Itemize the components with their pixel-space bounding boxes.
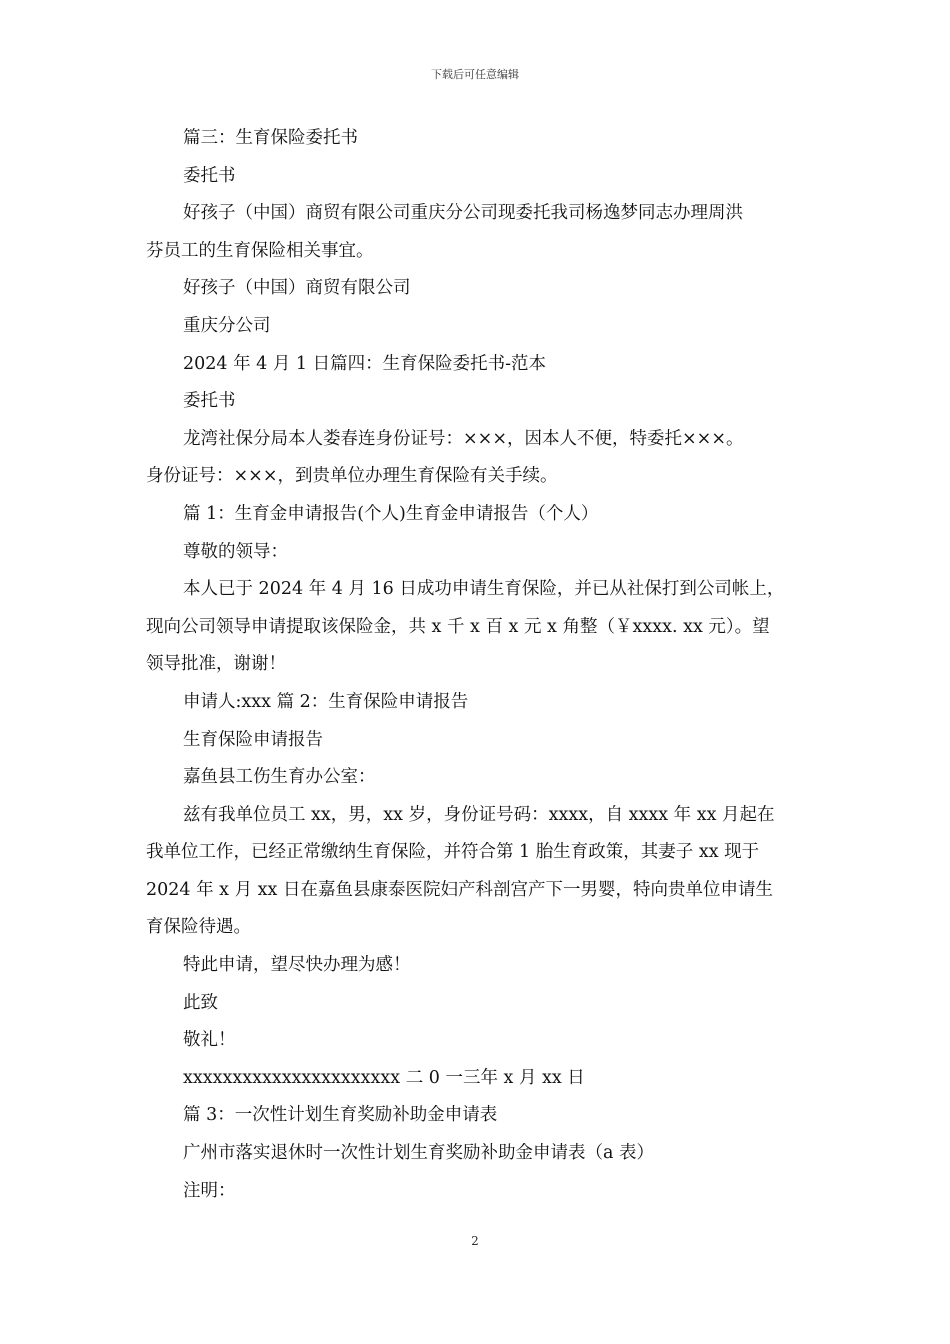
page-number: 2 (471, 1234, 479, 1248)
doc-title: 生育保险申请报告 (183, 729, 323, 750)
company-name: 好孩子（中国）商贸有限公司 (183, 278, 411, 299)
document-body (146, 120, 814, 1210)
branch-name: 重庆分公司 (183, 315, 271, 336)
section-heading: 篇三：生育保险委托书 (183, 128, 358, 148)
paragraph-line: 好孩子（中国）商贸有限公司重庆分公司现委托我司杨逸梦同志办理周洪 (183, 203, 743, 224)
paragraph-line: 兹有我单位员工 xx，男，xx 岁，身份证号码：xxxx，自 xxxx 年 xx 月起在 (183, 804, 775, 825)
recipient: 嘉鱼县工伤生育办公室： (183, 767, 376, 788)
form-title: 广州市落实退休时一次性计划生育奖励补助金申请表（a 表） (183, 1143, 654, 1164)
section-heading: 篇 3：一次性计划生育奖励补助金申请表 (183, 1105, 498, 1126)
paragraph-line: 领导批准，谢谢！ (146, 654, 286, 675)
section-heading: 篇 1：生育金申请报告(个人)生育金申请报告（个人） (183, 503, 599, 524)
closing-line: 此致 (183, 992, 218, 1013)
paragraph-line: 身份证号：×××，到贵单位办理生育保险有关手续。 (146, 466, 558, 487)
paragraph-line: 本人已于 2024 年 4 月 16 日成功申请生育保险，并已从社保打到公司帐上， (183, 579, 785, 600)
paragraph-line: 现向公司领导申请提取该保险金，共 x 千 x 百 x 元 x 角整（￥xxxx. xx 元）。望 (146, 616, 770, 637)
closing-line: 敬礼！ (183, 1030, 236, 1051)
salutation: 尊敬的领导： (183, 541, 288, 562)
signature-date: xxxxxxxxxxxxxxxxxxxxxx 二 0 一三年 x 月 xx 日 (183, 1067, 585, 1088)
applicant-and-heading: 申请人:xxx 篇 2：生育保险申请报告 (183, 691, 469, 712)
closing-line: 特此申请，望尽快办理为感！ (183, 955, 411, 976)
note-label: 注明： (183, 1180, 236, 1201)
date-and-heading: 2024 年 4 月 1 日篇四：生育保险委托书-范本 (183, 353, 547, 374)
doc-title: 委托书 (183, 165, 236, 186)
paragraph-line: 龙湾社保分局本人娄春连身份证号：×××，因本人不便，特委托×××。 (183, 428, 744, 449)
doc-title: 委托书 (183, 391, 236, 412)
page-header: 下载后可任意编辑 (431, 68, 519, 81)
paragraph-line: 芬员工的生育保险相关事宜。 (146, 240, 374, 261)
paragraph-line: 我单位工作，已经正常缴纳生育保险，并符合第 1 胎生育政策，其妻子 xx 现于 (146, 842, 760, 863)
paragraph-line: 2024 年 x 月 xx 日在嘉鱼县康泰医院妇产科剖宫产下一男婴，特向贵单位申请生 (146, 879, 773, 900)
paragraph-line: 育保险待遇。 (146, 917, 251, 938)
